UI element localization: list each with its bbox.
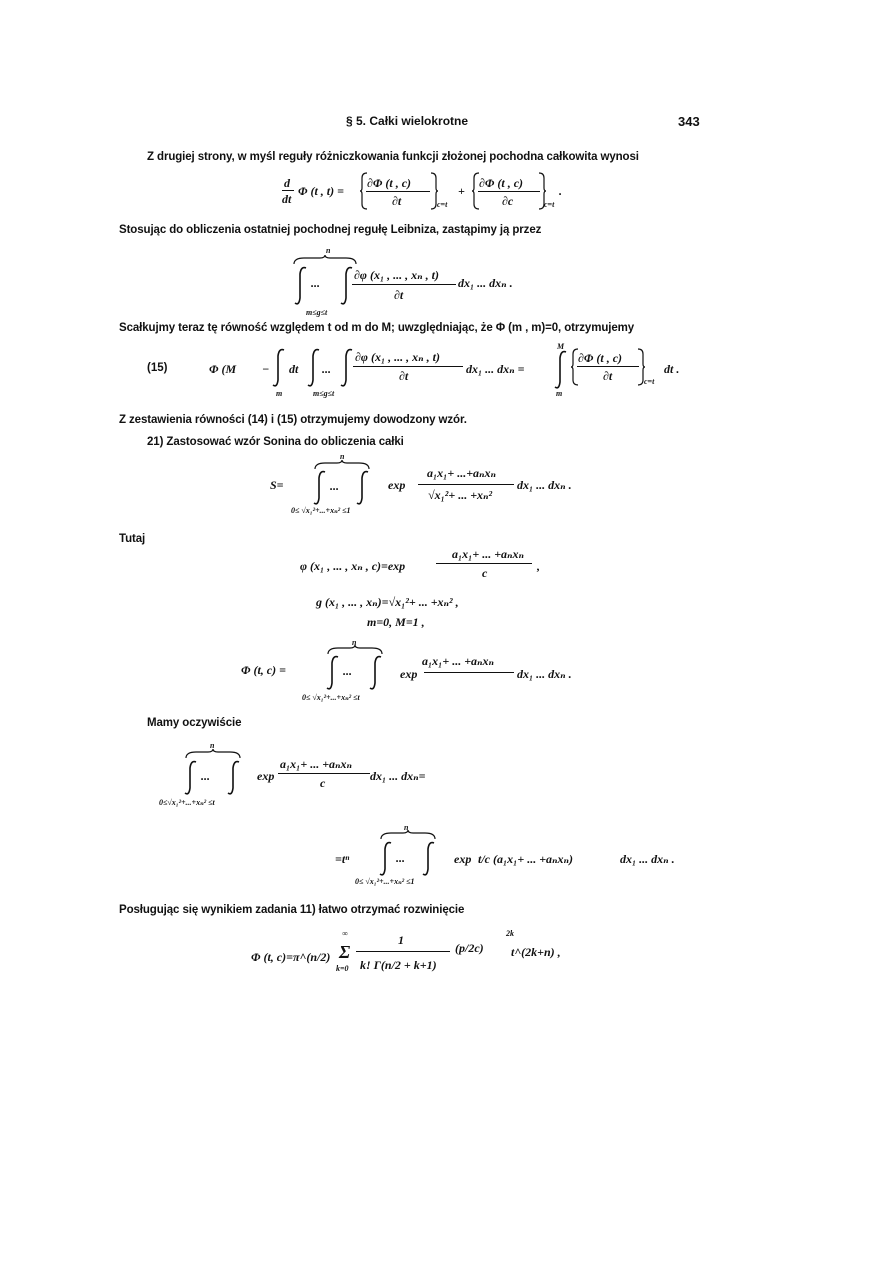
eq10-n: n (404, 823, 409, 832)
eq8-n: n (352, 638, 357, 647)
eq15-mid: dx₁ ... dxₙ = (466, 362, 525, 376)
equation-g: g (x₁ , ... , xₙ)=√x₁²+ ... +xₙ² , (316, 595, 459, 609)
eq4-num: a₁x₁+ ...+aₙxₙ (427, 466, 497, 480)
eq11-lhs: Φ (t, c)=π^(n/2) (251, 950, 331, 964)
eq11-sum-bottom: k=0 (336, 964, 349, 973)
eq4-lhs: S= (270, 478, 284, 492)
eq8-bar (424, 672, 514, 673)
eq2-dots: ... (311, 276, 320, 290)
paragraph-8: Posługując się wynikiem zadania 11) łatwo otrzymać rozwinięcie (119, 904, 465, 916)
paragraph-5: 21) Zastosować wzór Sonina do obliczenia całki (147, 436, 404, 448)
eq15-integral-outer (272, 348, 286, 388)
eq5-lhs: φ (x₁ , ... , xₙ , c)=exp (300, 559, 406, 573)
eq11-pow: 2k (506, 929, 514, 938)
eq9-den: c (320, 776, 326, 790)
eq9-overbrace (184, 749, 244, 759)
paragraph-7: Mamy oczywiście (147, 717, 242, 729)
paragraph-1: Z drugiej strony, w myśl reguły różniczkowania funkcji złożonej pochodna całkowita wynosi (147, 151, 639, 163)
eq15-dt: dt (289, 362, 299, 376)
eq10-overbrace (379, 830, 439, 840)
eq4-n: n (340, 452, 345, 461)
paragraph-3: Scałkujmy teraz tę równość względem t od m do M; uwzględniając, że Φ (m , m)=0, otrzymujemy (119, 322, 635, 334)
eq9-dots: ... (201, 769, 210, 783)
eq15-den: ∂t (399, 369, 409, 383)
eq5-num: a₁x₁+ ... +aₙxₙ (452, 547, 525, 561)
eq4-dots: ... (330, 479, 339, 493)
equation-m: m=0, M=1 , (367, 615, 425, 629)
eq4-bar (418, 484, 514, 485)
eq2-den: ∂t (394, 288, 404, 302)
eq15-tail: dt . (664, 362, 680, 376)
eq4-integral-1 (313, 470, 327, 506)
eq1-dt: dt (282, 192, 292, 206)
eq10-dots: ... (396, 851, 405, 865)
eq2-region: m≤g≤t (306, 308, 328, 317)
eq2-integral-1 (294, 266, 308, 306)
eq15-minus: − (262, 362, 270, 376)
paragraph-4: Z zestawienia równości (14) i (15) otrzymujemy dowodzony wzór. (119, 414, 467, 426)
eq8-region: 0≤ √x₁²+...+xₙ² ≤t (302, 693, 360, 702)
paragraph-6: Tutaj (119, 533, 146, 545)
eq1-frac2-bar (478, 191, 540, 192)
eq1-lhs: Φ (t , t) = (298, 184, 344, 198)
eq15-integral-right (554, 350, 568, 390)
eq9-exp: exp (257, 769, 275, 783)
eq1-frac1-bar (366, 191, 430, 192)
eq15-upper: M (557, 342, 565, 351)
eq10-region: 0≤ √x₁²+...+xₙ² ≤1 (355, 877, 415, 886)
eq1-sub2: c=t (544, 200, 555, 209)
eq2-bar (352, 284, 456, 285)
eq11-tail: t^(2k+n) , (511, 945, 561, 959)
eq8-lhs: Φ (t, c) = (241, 663, 286, 677)
eq2-num: ∂φ (x₁ , ... , xₙ , t) (354, 268, 439, 282)
eq9-region: 0≤√x₁²+...+xₙ² ≤t (159, 798, 215, 807)
eq1-brace-left-2 (472, 172, 480, 210)
eq9-bar (278, 773, 370, 774)
eq11-one: 1 (398, 933, 404, 947)
eq1-frac-bar (282, 190, 294, 191)
eq1-plus: + (458, 184, 465, 198)
eq15-region: m≤g≤t (313, 389, 335, 398)
eq1-frac1-num: ∂Φ (t , c) (367, 176, 412, 190)
eq2-overbrace (292, 255, 358, 265)
eq4-tail: dx₁ ... dxₙ . (517, 478, 572, 492)
eq15-num: ∂φ (x₁ , ... , xₙ , t) (355, 350, 440, 364)
eq8-num: a₁x₁+ ... +aₙxₙ (422, 654, 495, 668)
eq9-num: a₁x₁+ ... +aₙxₙ (280, 757, 353, 771)
eq9-tail: dx₁ ... dxₙ= (370, 769, 426, 783)
eq4-exp: exp (388, 478, 406, 492)
eq1-frac2-den: ∂c (502, 194, 514, 208)
eq1-frac1-den: ∂t (392, 194, 402, 208)
eq8-integral-2 (369, 655, 383, 691)
eq10-inner: t/c (a₁x₁+ ... +aₙxₙ) (478, 852, 574, 866)
eq1-d: d (284, 176, 290, 190)
eq11-den: k! Γ(n/2 + k+1) (360, 958, 437, 972)
eq1-end: . (559, 184, 562, 198)
eq15-lower-m: m (276, 389, 283, 398)
eq15-lhs: Φ (M (209, 362, 237, 376)
eq10-integral-2 (422, 841, 436, 877)
eq10-exp: exp (454, 852, 472, 866)
eq5-bar (436, 563, 532, 564)
eq15-dots: ... (322, 362, 331, 376)
eq15-label: (15) (147, 362, 168, 374)
eq15-brace-den: ∂t (603, 369, 613, 383)
eq10-tail: dx₁ ... dxₙ . (620, 852, 675, 866)
section-header: § 5. Całki wielokrotne (346, 114, 469, 128)
eq5-den: c (482, 566, 488, 580)
eq11-sum: Σ (339, 942, 351, 962)
eq15-integral-2 (340, 348, 354, 388)
eq15-lower-right: m (556, 389, 563, 398)
eq8-exp: exp (400, 667, 418, 681)
eq1-brace-right-2 (538, 172, 546, 210)
eq11-bar (356, 951, 450, 952)
eq8-overbrace (326, 645, 386, 655)
eq1-frac2-num: ∂Φ (t , c) (479, 176, 524, 190)
eq2-integral-2 (340, 266, 354, 306)
eq4-integral-2 (356, 470, 370, 506)
eq9-n: n (210, 741, 215, 750)
eq15-brace-bar (577, 366, 639, 367)
eq11-sum-top: ∞ (342, 929, 348, 938)
eq1-brace-right (430, 172, 438, 210)
eq1-sub1: c=t (437, 200, 448, 209)
eq8-integral-1 (326, 655, 340, 691)
page-number: 343 (678, 114, 700, 129)
eq10-integral-1 (379, 841, 393, 877)
eq4-overbrace (313, 460, 373, 470)
eq11-paren: (p/2c) (455, 941, 484, 955)
eq2-tail: dx₁ ... dxₙ . (458, 276, 513, 290)
eq1-brace-left (360, 172, 368, 210)
eq5-end: , (537, 559, 540, 573)
eq15-brace-sub: c=t (644, 377, 655, 386)
eq4-region: 0≤ √x₁²+...+xₙ² ≤1 (291, 506, 351, 515)
eq15-bar (353, 366, 463, 367)
eq2-n: n (326, 246, 331, 255)
eq15-brace-num: ∂Φ (t , c) (578, 351, 623, 365)
paragraph-2: Stosując do obliczenia ostatniej pochodnej regułę Leibniza, zastąpimy ją przez (119, 224, 542, 236)
eq4-den: √x₁²+ ... +xₙ² (428, 488, 493, 502)
eq9-integral-2 (227, 760, 241, 796)
eq9-integral-1 (184, 760, 198, 796)
eq15-integral-1 (307, 348, 321, 388)
eq10-lhs: =tⁿ (335, 852, 350, 866)
eq8-tail: dx₁ ... dxₙ . (517, 667, 572, 681)
eq8-dots: ... (343, 664, 352, 678)
